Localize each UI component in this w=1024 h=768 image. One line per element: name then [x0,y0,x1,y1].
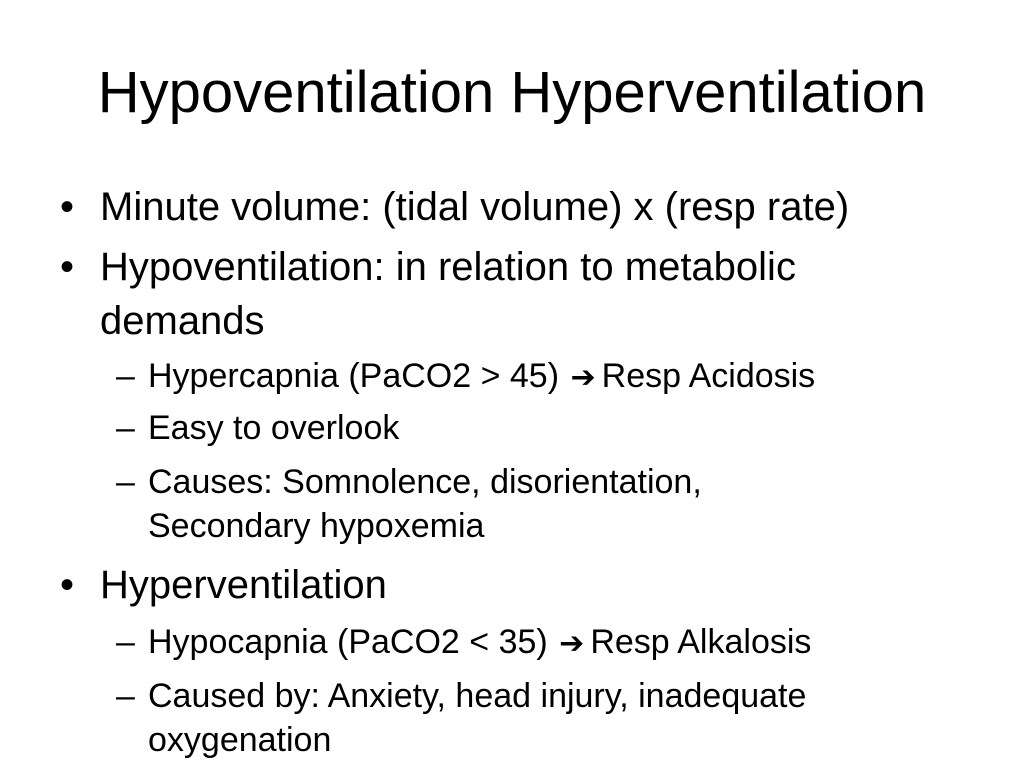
dash-marker: – [116,677,135,715]
hypocapnia-label: Hypocapnia (PaCO2 < 35) [148,623,548,661]
list-item [60,240,920,348]
sub-item-causes: Causes: Somnolence, disorientation, Secondary hypoxemia [148,463,702,545]
dash-marker: – [116,463,135,501]
resp-acidosis-label: Resp Acidosis [601,357,816,395]
sub-item-caused-by: Caused by: Anxiety, head injury, inadequate oxygenation [148,677,807,759]
bullet-text-hypoventilation: Hypoventilation: in relation to metabolic demands [100,245,796,343]
dash-marker: – [116,623,135,661]
list-item [60,180,980,234]
bullet-text-minute-volume: Minute volume: (tidal volume) x (resp rate) [100,185,850,229]
list-item [116,354,976,400]
bullet-marker: • [60,245,75,289]
hypercapnia-label: Hypercapnia (PaCO2 > 45) [148,357,560,395]
arrow-right-icon: ➔ [559,626,585,661]
list-item [60,558,980,612]
bullet-marker: • [60,185,75,229]
dash-marker: – [116,409,135,447]
sub-item-hypercapnia [148,354,976,400]
arrow-right-icon: ➔ [570,360,596,395]
list-item [116,460,816,548]
dash-marker: – [116,357,135,395]
resp-alkalosis-label: Resp Alkalosis [590,623,812,661]
sub-item-hypocapnia [148,620,976,666]
bullet-marker: • [60,563,75,607]
list-item [116,406,976,450]
bullet-text-hyperventilation: Hyperventilation [100,563,387,607]
list-item [116,674,946,762]
slide-title: Hypoventilation Hyperventilation [97,60,927,125]
list-item [116,620,976,666]
sub-item-overlook: Easy to overlook [148,409,400,447]
